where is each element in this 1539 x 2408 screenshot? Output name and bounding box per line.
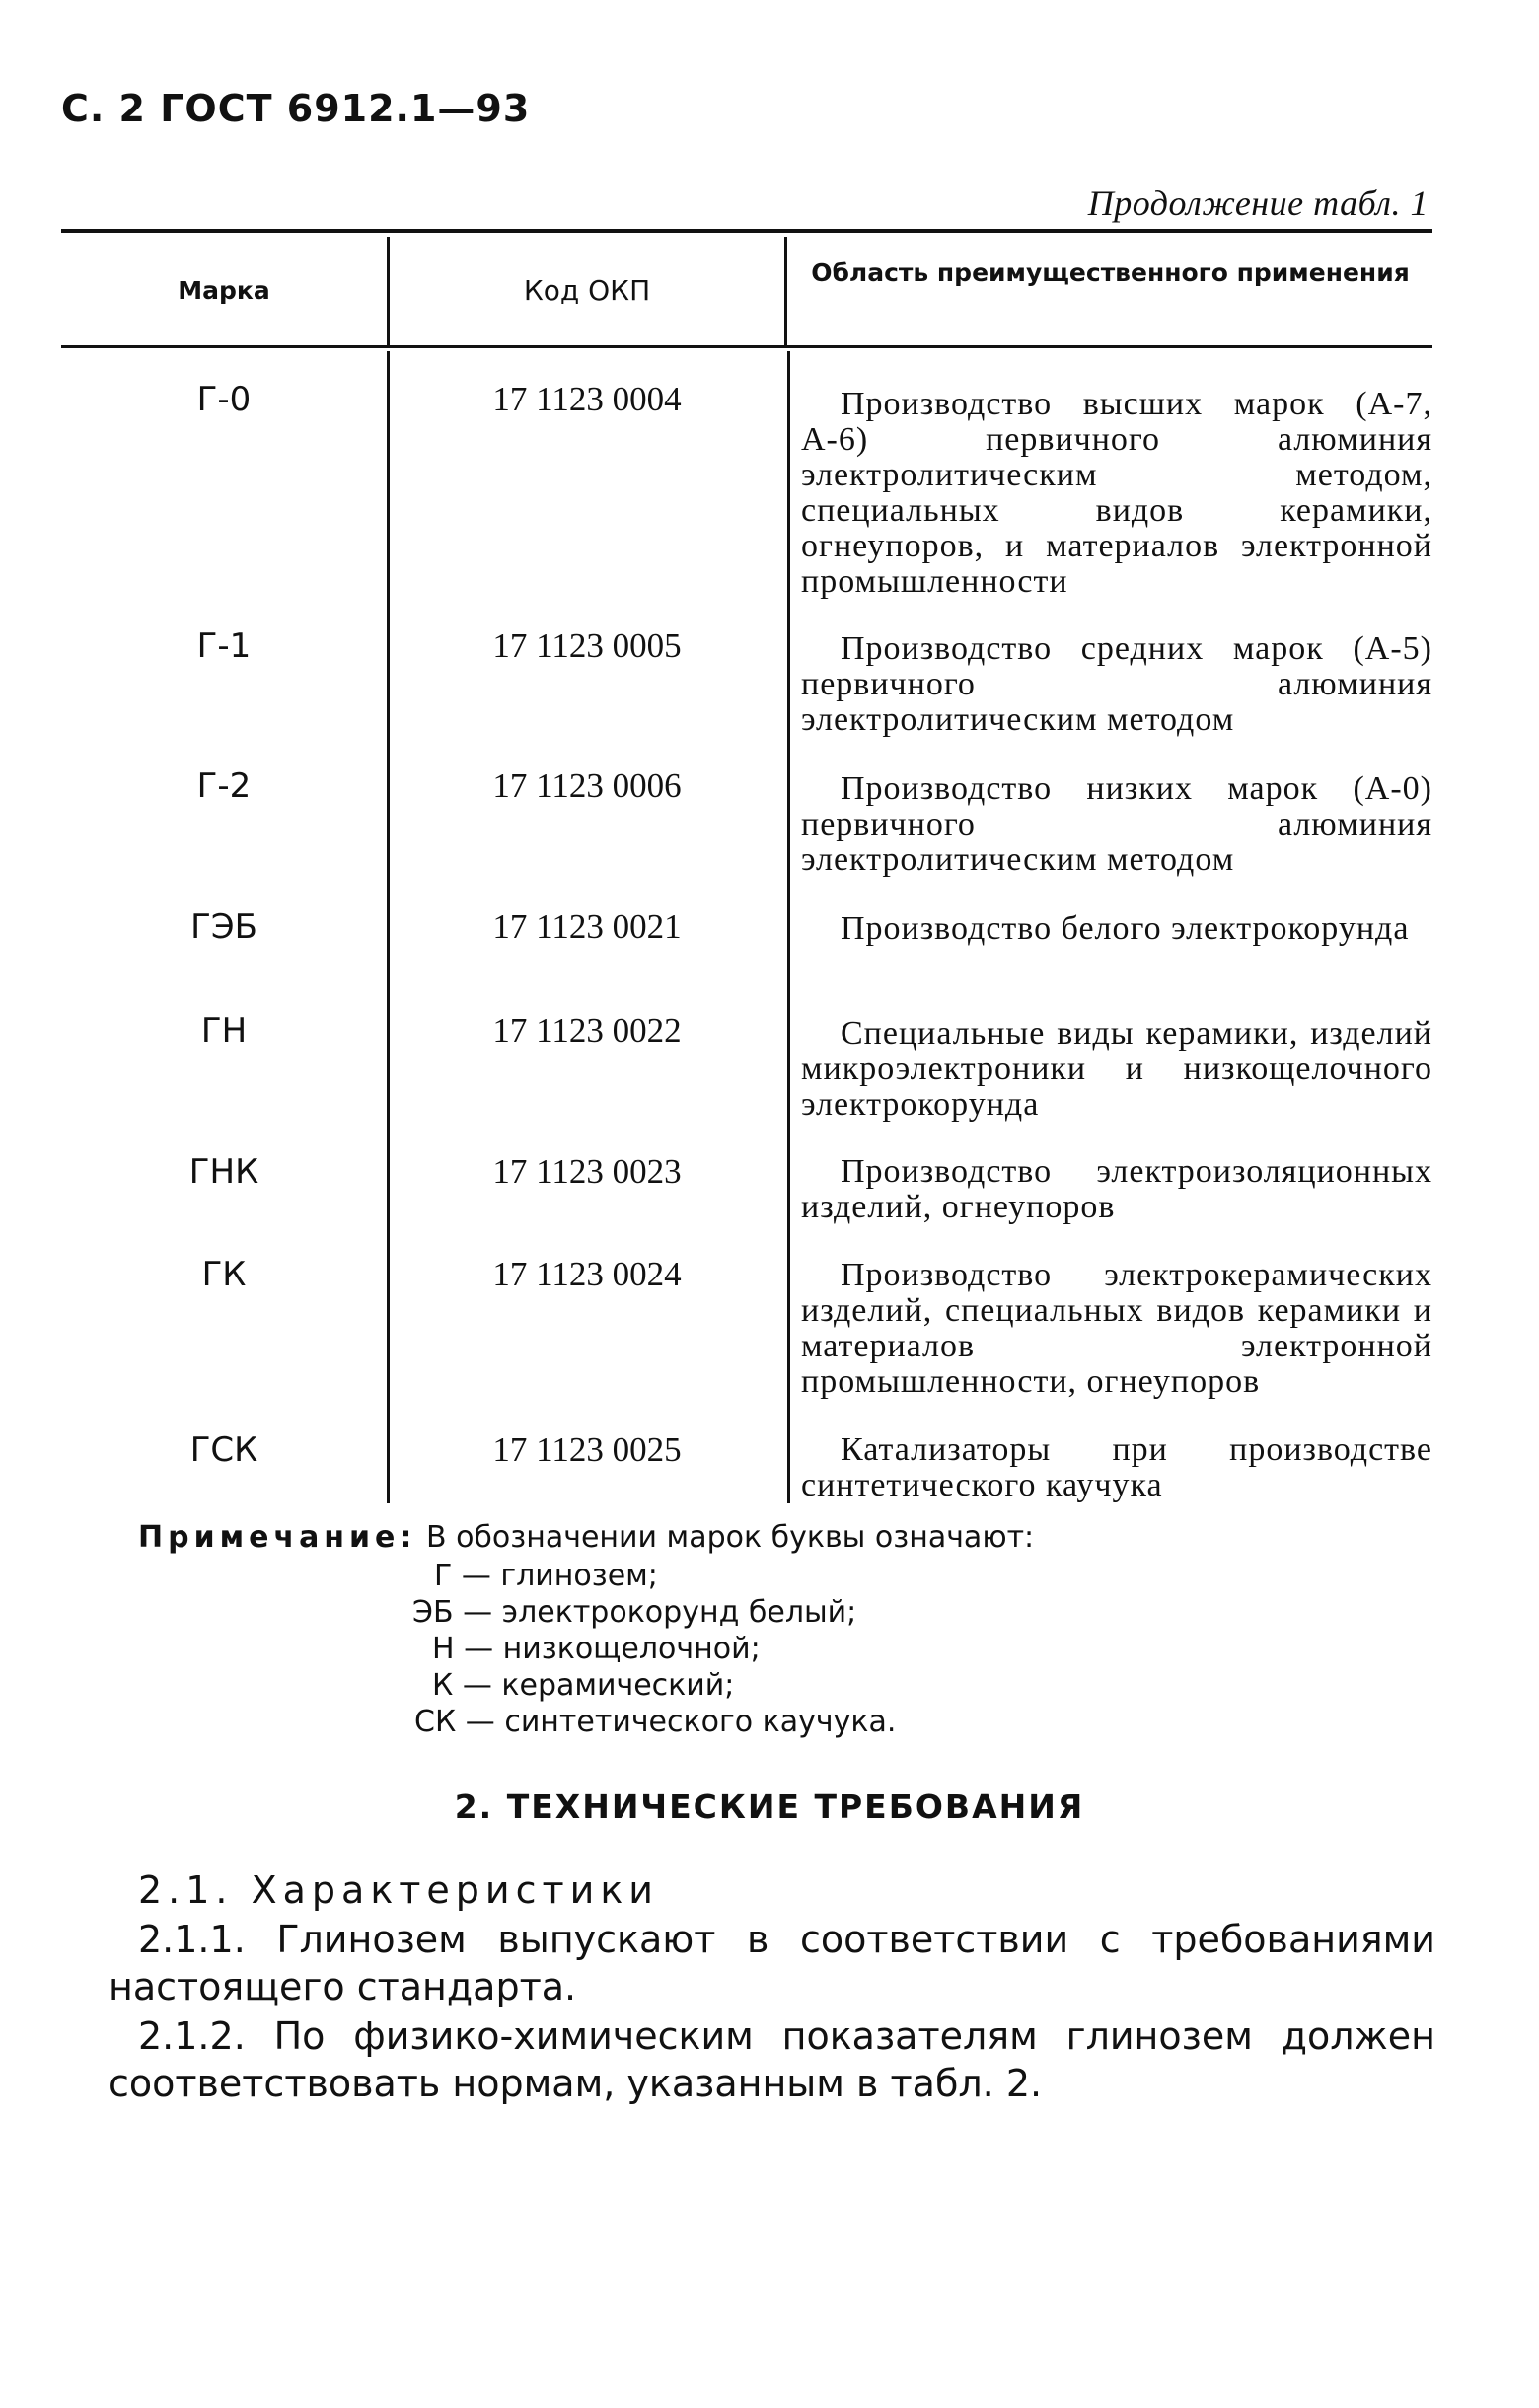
page-header: С. 2 ГОСТ 6912.1—93 [61, 87, 531, 130]
table-row-code: 17 1123 0024 [492, 1255, 682, 1293]
note-item: К — керамический; [432, 1668, 735, 1703]
table-row-code: 17 1123 0025 [492, 1430, 682, 1469]
table-row-code: 17 1123 0004 [492, 380, 682, 418]
table-header-rule [61, 345, 1432, 348]
note-label: Примечание: [138, 1520, 417, 1555]
table-top-rule [61, 229, 1432, 233]
table-col-divider-2 [784, 237, 787, 345]
table-row-mark: Г-0 [196, 380, 252, 419]
section-title: 2. ТЕХНИЧЕСКИЕ ТРЕБОВАНИЯ [454, 1788, 1085, 1826]
table-row-area: Специальные виды керамики, изделий микроэлектроники и низкощелочного электрокорунда [801, 1015, 1432, 1123]
note-item: ЭБ — электрокорунд белый; [412, 1595, 857, 1630]
table-row-code: 17 1123 0022 [492, 1011, 682, 1050]
note-item: Н — низкощелочной; [432, 1632, 761, 1666]
table-row-area: Производство электроизоляционных изделий, огнеупоров [801, 1153, 1432, 1225]
table-continuation-label: Продолжение табл. 1 [1087, 183, 1429, 223]
table-row-mark: ГСК [189, 1430, 258, 1470]
table-row-area: Катализаторы при производстве синтетического каучука [801, 1431, 1432, 1503]
table-row-area: Производство низких марок (А-0) первичного алюминия электролитическим методом [801, 770, 1432, 878]
table-note [138, 1519, 1034, 1556]
paragraph-2-1-2: 2.1.2. По физико-химическим показателям глинозем должен соответствовать нормам, указанным в табл. 2. [109, 2014, 1435, 2105]
column-header-mark: Марка [178, 276, 270, 305]
table-row-area: Производство высших марок (А-7, А-6) первичного алюминия электролитическим методом, специальных видов керамики, огнеупоров, и материалов электронной промышленности [801, 386, 1432, 600]
table-row-code: 17 1123 0005 [492, 626, 682, 665]
subheading [109, 1866, 1435, 1914]
table-row-mark: Г-1 [196, 626, 252, 666]
table-row-mark: ГК [201, 1255, 247, 1294]
table-row-mark: ГН [200, 1011, 248, 1051]
paragraph-2-1-1: 2.1.1. Глинозем выпускают в соответствии с требованиями настоящего стандарта. [109, 1918, 1435, 2008]
note-item: Г — глинозем; [434, 1559, 658, 1593]
table-col-divider-2-body [787, 351, 790, 1503]
table-row-area: Производство средних марок (А-5) первичного алюминия электролитическим методом [801, 630, 1432, 738]
table-row-mark: Г-2 [196, 766, 252, 806]
column-header-area: Область преимущественного применения [811, 258, 1410, 287]
table-row-code: 17 1123 0023 [492, 1152, 682, 1191]
note-intro: В обозначении марок буквы означают: [425, 1520, 1035, 1555]
table-row-mark: ГЭБ [190, 908, 257, 947]
table-row-mark: ГНК [188, 1152, 259, 1192]
column-header-code: Код ОКП [523, 274, 651, 307]
subheading-text: 2.1. Характеристики [138, 1868, 659, 1912]
table-row-area: Производство белого электрокорунда [841, 911, 1410, 947]
note-item: СК — синтетического каучука. [414, 1705, 897, 1739]
table-row-area: Производство электрокерамических изделий, специальных видов керамики и материалов электронной промышленности, огнеупоров [801, 1257, 1432, 1400]
table-row-code: 17 1123 0006 [492, 766, 682, 805]
table-row-code: 17 1123 0021 [492, 908, 682, 946]
